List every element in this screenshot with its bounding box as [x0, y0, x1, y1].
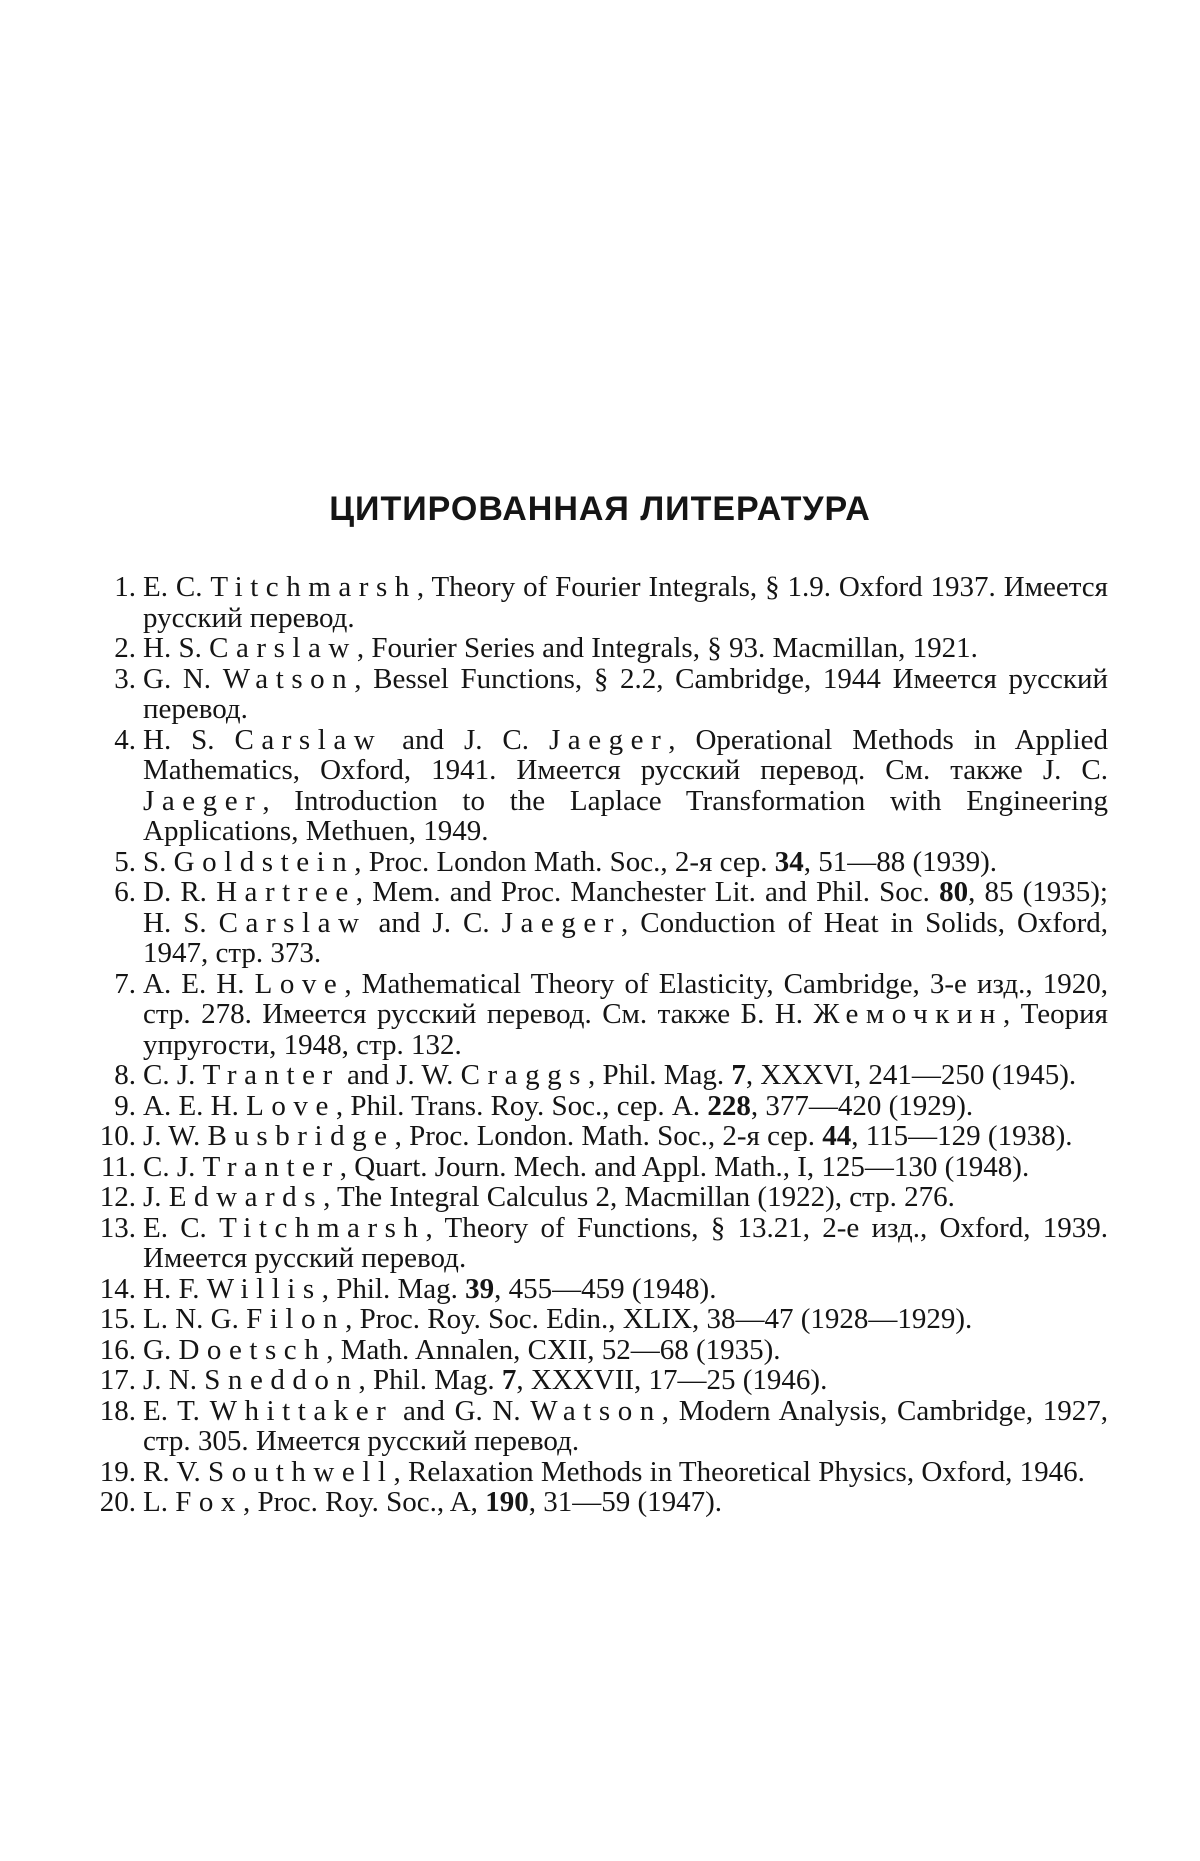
reference-text: , Mem. and Proc. Manchester Lit. and Phil. Soc.: [355, 876, 940, 908]
reference-number: 15.: [99, 1303, 136, 1335]
reference-text: H. S.: [143, 723, 235, 756]
reference-number: 18.: [99, 1394, 136, 1427]
reference-number: 12.: [99, 1181, 136, 1213]
reference-text: and J. W.: [339, 1059, 461, 1091]
reference-number: 17.: [99, 1364, 136, 1396]
volume-number: 190: [485, 1486, 529, 1518]
reference-text: , 377—420 (1929).: [750, 1089, 974, 1122]
reference-text: , XXXVI, 241—250 (1945).: [745, 1059, 1077, 1091]
author-name: Filon: [246, 1303, 346, 1335]
author-name: Жемочкин: [813, 998, 1003, 1030]
reference-item: [80, 1060, 1108, 1091]
reference-text: E. C.: [143, 571, 211, 603]
reference-item: [80, 1213, 1108, 1274]
volume-number: 7: [501, 1364, 517, 1396]
reference-text: and G. N.: [393, 1394, 531, 1427]
reference-text: S.: [143, 845, 174, 878]
author-name: Doetsch: [178, 1333, 327, 1366]
author-name: Sneddon: [204, 1364, 359, 1396]
reference-text: G. N.: [143, 662, 223, 695]
reference-text: E. C.: [143, 1211, 220, 1244]
reference-item: [80, 633, 1108, 664]
author-name: Jaeger: [501, 906, 621, 939]
reference-number: 7.: [114, 967, 136, 1000]
reference-item: [80, 1365, 1108, 1396]
reference-item: [80, 572, 1108, 633]
author-name: Craggs: [460, 1059, 588, 1091]
reference-text: , Phil. Trans. Roy. Soc., сер. A.: [335, 1089, 708, 1122]
volume-number: 228: [707, 1089, 751, 1122]
reference-text: , Math. Annalen, CXII, 52—68 (1935).: [326, 1333, 781, 1366]
reference-text: A. E. H.: [143, 1089, 247, 1122]
author-name: Love: [254, 967, 345, 1000]
reference-text: , Relaxation Methods in Theoretical Physics, Oxford, 1946.: [393, 1455, 1085, 1488]
author-name: Willis: [206, 1272, 322, 1305]
reference-item: [80, 1274, 1108, 1305]
author-name: Watson: [530, 1394, 662, 1427]
reference-text: and J. C.: [382, 723, 549, 756]
reference-text: , Theory of Functions, § 13.21, 2-е изд., Oxford, 1939. Имеется русский перевод.: [143, 1211, 1108, 1274]
author-name: Busbridge: [207, 1120, 395, 1152]
author-name: Fox: [175, 1486, 243, 1518]
reference-text: , Conduction of Heat in Solids, Oxford, 1947, стр. 373.: [143, 906, 1108, 969]
reference-text: , Phil. Mag.: [587, 1059, 732, 1091]
author-name: Goldstein: [173, 845, 355, 878]
reference-number: 9.: [114, 1089, 136, 1122]
reference-item: [80, 1487, 1108, 1518]
author-name: Jaeger: [143, 784, 263, 817]
author-name: Titchmarsh: [219, 1211, 426, 1244]
reference-text: , 85 (1935); H. S.: [143, 876, 1108, 939]
reference-text: E. T.: [143, 1394, 210, 1427]
reference-text: , Modern Analysis, Cambridge, 1927, стр. 305. Имеется русский перевод.: [143, 1394, 1108, 1457]
volume-number: 7: [731, 1059, 746, 1091]
reference-text: , Proc. Roy. Soc. Edin., XLIX, 38—47 (1928—1929).: [345, 1303, 973, 1335]
reference-item: [80, 1396, 1108, 1457]
reference-number: 8.: [114, 1059, 136, 1091]
reference-text: J. N.: [143, 1364, 205, 1396]
reference-text: J. W.: [143, 1120, 208, 1152]
volume-number: 80: [939, 876, 969, 908]
reference-list: [80, 572, 1108, 1518]
reference-item: [80, 1121, 1108, 1152]
reference-text: , 115—129 (1938).: [851, 1120, 1073, 1152]
author-name: Carslaw: [209, 632, 357, 664]
author-name: Carslaw: [218, 906, 367, 939]
reference-number: 20.: [99, 1486, 136, 1518]
volume-number: 44: [822, 1120, 852, 1152]
reference-number: 2.: [114, 632, 136, 664]
reference-text: H. F.: [143, 1272, 207, 1305]
reference-number: 4.: [114, 723, 136, 756]
reference-number: 16.: [99, 1333, 136, 1366]
reference-text: , Operational Methods in Applied Mathematics, Oxford, 1941. Имеется русский перевод. См. также J. C.: [143, 723, 1109, 786]
page-title: ЦИТИРОВАННАЯ ЛИТЕРАТУРА: [329, 490, 871, 528]
reference-text: , XXXVII, 17—25 (1946).: [516, 1364, 828, 1396]
reference-text: , Proc. London Math. Soc., 2-я сер.: [354, 845, 775, 878]
reference-text: G.: [143, 1333, 179, 1366]
reference-item: [80, 877, 1108, 969]
author-name: Tranter: [202, 1059, 340, 1091]
reference-item: [80, 1152, 1108, 1183]
reference-text: , Теория упругости, 1948, стр. 132.: [143, 998, 1108, 1061]
reference-item: [80, 1457, 1108, 1488]
reference-number: 3.: [114, 662, 136, 695]
reference-item: [80, 1091, 1108, 1122]
reference-text: R. V.: [143, 1455, 209, 1488]
reference-text: , Quart. Journ. Mech. and Appl. Math., I, 125—130 (1948).: [339, 1150, 1030, 1183]
reference-text: , The Integral Calculus 2, Macmillan (1922), стр. 276.: [323, 1181, 955, 1213]
reference-text: , Proc. Roy. Soc., A,: [242, 1486, 486, 1518]
reference-text: , Fourier Series and Integrals, § 93. Macmillan, 1921.: [356, 632, 978, 664]
author-name: Edwards: [168, 1181, 324, 1213]
reference-item: [80, 1182, 1108, 1213]
reference-text: , Mathematical Theory of Elasticity, Cambridge, 3-е изд., 1920, стр. 278. Имеется русский перевод. См. также Б. Н.: [143, 967, 1109, 1030]
author-name: Hartree: [216, 876, 356, 908]
reference-text: A. E. H.: [143, 967, 255, 1000]
author-name: Love: [246, 1089, 336, 1122]
reference-text: J.: [143, 1181, 169, 1213]
reference-text: , Introduction to the Laplace Transformation with Engineering Applications, Methuen, 1949.: [143, 784, 1108, 847]
author-name: Carslaw: [234, 723, 383, 756]
reference-text: , 455—459 (1948).: [494, 1272, 717, 1305]
author-name: Tranter: [202, 1150, 340, 1183]
reference-text: , Theory of Fourier Integrals, § 1.9. Oxford 1937. Имеется русский перевод.: [143, 571, 1108, 634]
volume-number: 34: [774, 845, 804, 878]
reference-item: [80, 1304, 1108, 1335]
author-name: Whittaker: [209, 1394, 394, 1427]
reference-text: , 31—59 (1947).: [528, 1486, 723, 1518]
reference-text: , Phil. Mag.: [321, 1272, 466, 1305]
reference-number: 13.: [99, 1211, 136, 1244]
author-name: Jaeger: [548, 723, 669, 756]
author-name: Watson: [222, 662, 355, 695]
reference-number: 10.: [99, 1120, 136, 1152]
reference-item: [80, 847, 1108, 878]
reference-item: [80, 1335, 1108, 1366]
author-name: Southwell: [208, 1455, 394, 1488]
reference-text: C. J.: [143, 1150, 203, 1183]
reference-number: 5.: [114, 845, 136, 878]
reference-text: , Phil. Mag.: [358, 1364, 502, 1396]
reference-number: 19.: [99, 1455, 136, 1488]
reference-number: 1.: [114, 571, 136, 603]
reference-text: L. N. G.: [143, 1303, 247, 1335]
reference-text: C. J.: [143, 1059, 203, 1091]
author-name: Titchmarsh: [210, 571, 417, 603]
reference-text: L.: [143, 1486, 176, 1518]
volume-number: 39: [465, 1272, 495, 1305]
reference-text: , Proc. London. Math. Soc., 2-я сер.: [394, 1120, 823, 1152]
reference-text: D. R.: [143, 876, 217, 908]
reference-item: [80, 664, 1108, 725]
reference-text: , 51—88 (1939).: [803, 845, 998, 878]
reference-text: , Bessel Functions, § 2.2, Cambridge, 1944 Имеется русский перевод.: [143, 662, 1108, 725]
reference-item: [80, 969, 1108, 1061]
reference-number: 6.: [114, 876, 136, 908]
reference-text: and J. C.: [366, 906, 502, 939]
reference-item: [80, 725, 1108, 847]
reference-text: H. S.: [143, 632, 210, 664]
reference-number: 14.: [99, 1272, 136, 1305]
reference-number: 11.: [100, 1150, 136, 1183]
